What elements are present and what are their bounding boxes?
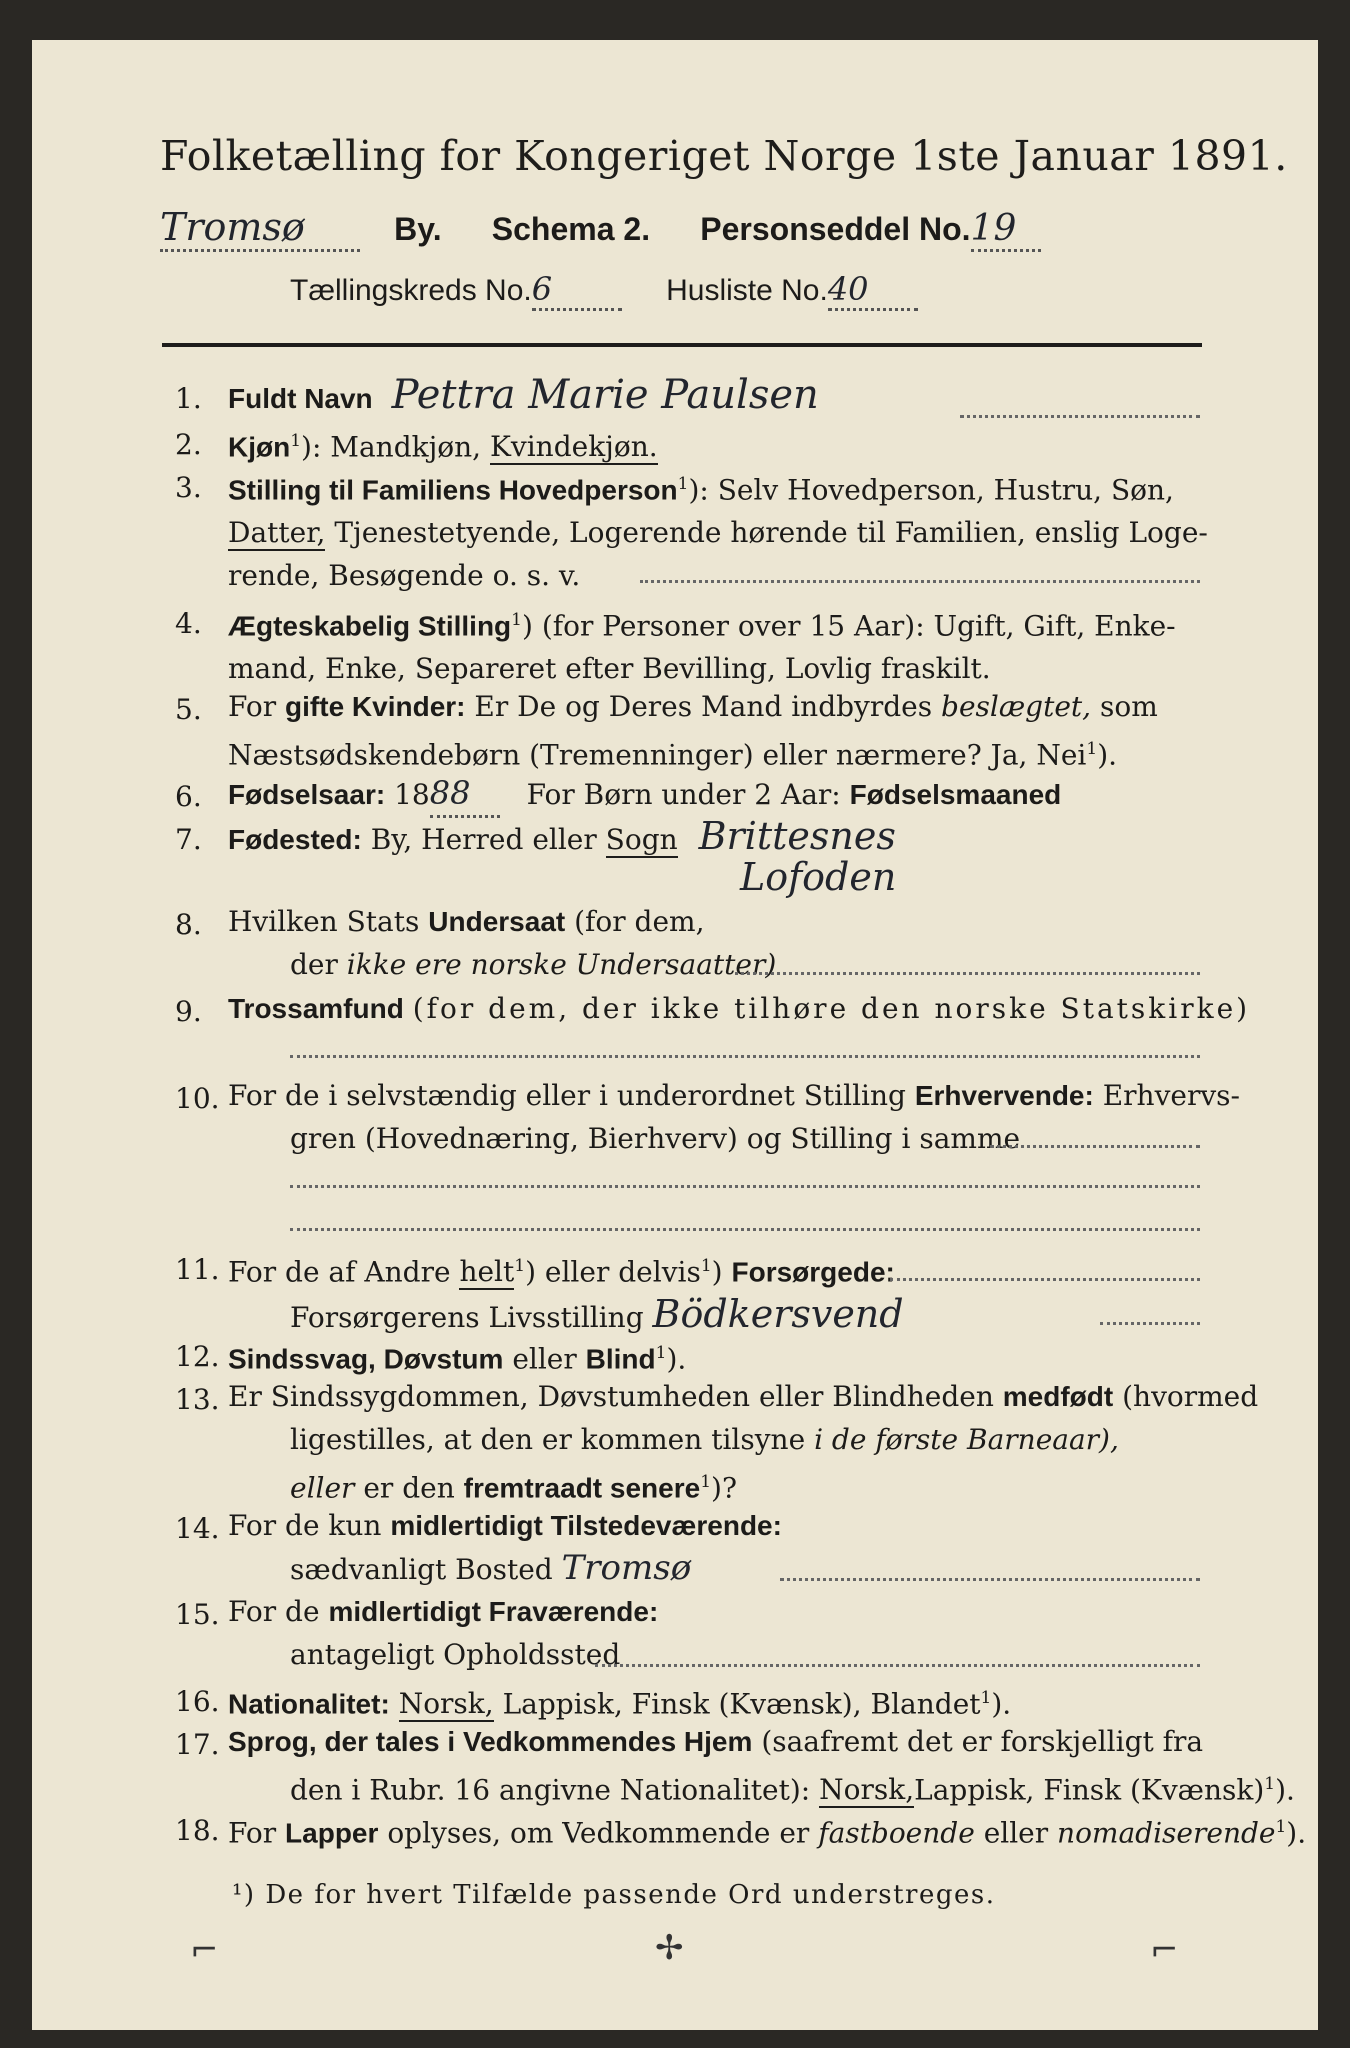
item-5: For gifte Kvinder: Er De og Deres Mand indbyrdes beslægtet, som Næstsødskendebørn (Tremenninger) eller nærmere? Ja, Nei$^1$). — [228, 690, 1158, 772]
schema-label: Schema 2. — [491, 211, 651, 247]
dotted-line — [290, 1055, 1200, 1058]
item-label: Fødested: — [228, 824, 362, 855]
item-line: den i Rubr. 16 angivne Nationalitet): — [290, 1773, 811, 1807]
underlined-choice: Sogn — [605, 823, 678, 856]
item-number: 3. — [175, 471, 202, 504]
item-8 — [228, 900, 776, 986]
husliste-no: 40 — [828, 270, 918, 311]
underlined-choice: Norsk, — [819, 1773, 915, 1807]
item-mid: eller — [983, 1816, 1049, 1850]
item-number: 2. — [175, 428, 202, 461]
item-line: For de — [228, 1595, 320, 1628]
item-17: Sprog, der tales i Vedkommendes Hjem (saafremt det er forskjelligt fra den i Rubr. 16 angivne Nationalitet): Norsk,Lappisk, Finsk (Kvænsk)$^1$). — [228, 1725, 1295, 1807]
item-line: Erhvervs- — [1102, 1079, 1241, 1112]
dotted-line — [290, 1185, 1200, 1188]
item-label-2: Fødselsmaaned — [849, 779, 1062, 810]
item-label: Trossamfund — [228, 993, 404, 1024]
item-1 — [228, 374, 819, 420]
birthplace-handwritten: Brittesnes — [698, 814, 896, 858]
husliste-label: Husliste No. — [666, 274, 828, 307]
header-rule — [162, 343, 1202, 347]
item-label: Nationalitet: — [228, 1688, 390, 1720]
item-14 — [228, 1504, 782, 1591]
item-6 — [228, 772, 1061, 818]
registration-mark-left: ⌐ — [190, 1930, 219, 1970]
item-13: Er Sindssygdommen, Døvstumheden eller Blindheden medfødt (hvormed ligestilles, at den er kommen tilsyne i de første Barneaar), eller er den fremtraadt senere$^1$)? — [228, 1380, 1259, 1505]
item-line: (for dem, — [574, 905, 705, 938]
birth-year-handwritten: 88 — [430, 772, 500, 818]
item-number: 13. — [175, 1383, 220, 1416]
item-bold-2: fremtraadt senere — [463, 1472, 701, 1504]
item-line: Er Sindssygdommen, Døvstumheden eller Blindheden — [228, 1380, 994, 1413]
dotted-line — [890, 1278, 1200, 1281]
item-number: 8. — [175, 908, 202, 941]
item-line: der — [290, 948, 338, 981]
dotted-line — [990, 1145, 1200, 1148]
birthplace-handwritten-2: Lofoden — [740, 855, 897, 899]
item-pre: For — [228, 690, 277, 723]
item-line: (for dem, der ikke tilhøre den norske Statskirke) — [412, 992, 1251, 1025]
item-line: ligestilles, at den er kommen tilsyne — [290, 1423, 806, 1456]
item-number: 4. — [175, 607, 202, 640]
item-number: 7. — [175, 823, 202, 856]
footnote: ¹) De for hvert Tilfælde passende Ord understreges. — [232, 1880, 996, 1910]
item-label: Ægteskabelig Stilling — [228, 610, 512, 642]
header-line-2 — [160, 205, 1041, 252]
item-text: By, Herred eller — [370, 823, 597, 856]
item-number: 5. — [175, 693, 202, 726]
item-line: Hvilken Stats — [228, 905, 420, 938]
item-number: 18. — [175, 1814, 220, 1847]
kreds-no: 6 — [532, 270, 622, 311]
item-line: antageligt Opholdssted — [290, 1638, 621, 1671]
item-label-2: Blind — [585, 1343, 656, 1375]
item-number: 12. — [175, 1340, 220, 1373]
item-mid: For Børn under 2 Aar: — [526, 778, 841, 811]
item-italic: beslægtet, — [941, 690, 1092, 723]
item-line: ) eller delvis — [525, 1255, 701, 1289]
place-handwritten: Tromsø — [160, 205, 360, 252]
item-line: ) (for Personer over 15 Aar): Ugift, Gift, Enke- — [522, 609, 1176, 643]
item-number: 1. — [175, 382, 202, 415]
item-line: mand, Enke, Separeret efter Bevilling, Lovlig fraskilt. — [228, 652, 991, 686]
item-line: sædvanligt Bosted — [290, 1553, 553, 1586]
provider-occupation-handwritten: Bödkersvend — [652, 1292, 904, 1337]
kreds-label: Tællingskreds No. — [290, 274, 532, 307]
handwritten-name: Pettra Marie Paulsen — [391, 372, 819, 418]
item-text: eller — [512, 1342, 577, 1376]
item-4: Ægteskabelig Stilling$^1$) (for Personer over 15 Aar): Ugift, Gift, Enke- mand, Enke, Separeret efter Bevilling, Lovlig fraskilt. — [228, 599, 1176, 690]
item-pre: For — [228, 1816, 277, 1850]
item-line: Tjenestetyende, Logerende hørende til Familien, enslig Loge- — [334, 516, 1208, 550]
item-line: )? — [711, 1471, 737, 1505]
item-3: Stilling til Familiens Hovedperson$^1$): Selv Hovedperson, Hustru, Søn, Datter, Tjenestetyende, Logerende hørende til Familien, enslig Loge- rende, Besøgende o. s. v. — [228, 463, 1208, 597]
item-number: 14. — [175, 1512, 220, 1545]
item-11: For de af Andre helt$^1$) eller delvis$^1$) Forsørgede: Forsørgerens Livsstilling Bödkersvend — [228, 1255, 904, 1337]
item-bold: midlertidigt Tilstedeværende: — [390, 1510, 782, 1541]
item-label: Lapper — [285, 1817, 379, 1849]
year-prefix: 18 — [394, 778, 430, 811]
item-number: 16. — [175, 1685, 220, 1718]
item-line: Forsørgerens Livsstilling — [290, 1301, 644, 1335]
item-line: gren (Hovednæring, Bierhverv) og Stilling i samme — [290, 1122, 1021, 1155]
item-line: For de i selvstændig eller i underordnet Stilling — [228, 1079, 906, 1112]
personseddel-label: Personseddel No. — [700, 211, 971, 247]
item-number: 6. — [175, 780, 202, 813]
item-number: 11. — [175, 1253, 220, 1286]
item-text: ): Mandkjøn, — [301, 430, 482, 464]
item-18: For Lapper oplyses, om Vedkommende er fastboende eller nomadiserende$^1$). — [228, 1816, 1307, 1850]
item-label: Sindssvag, Døvstum — [228, 1343, 504, 1375]
item-bold: Erhvervende: — [914, 1080, 1094, 1111]
item-label: Stilling til Familiens Hovedperson — [228, 474, 678, 506]
item-16: Nationalitet: Norsk, Lappisk, Finsk (Kvænsk), Blandet$^1$). — [228, 1687, 1012, 1721]
item-12: Sindssvag, Døvstum eller Blind$^1$). — [228, 1342, 687, 1376]
item-italic: eller — [290, 1471, 355, 1505]
underlined-choice: helt — [459, 1255, 515, 1289]
registration-mark-right: ⌐ — [1150, 1930, 1179, 1970]
dotted-line — [1100, 1322, 1200, 1325]
item-line: Er De og Deres Mand indbyrdes — [474, 690, 933, 723]
dotted-line — [640, 580, 1200, 583]
item-italic: i de første Barneaar), — [814, 1423, 1119, 1456]
item-line: Lappisk, Finsk (Kvænsk) — [914, 1773, 1265, 1807]
dotted-line — [735, 972, 1200, 975]
item-bold: medfødt — [1002, 1381, 1114, 1412]
item-line: som — [1099, 690, 1158, 723]
item-line: (saafremt det er forskjelligt fra — [761, 1725, 1204, 1758]
dotted-line — [780, 1578, 1200, 1581]
item-line: (hvormed — [1122, 1380, 1259, 1413]
item-line: er den — [363, 1471, 455, 1505]
dotted-line — [960, 415, 1200, 418]
item-italic: fastboende — [818, 1816, 975, 1850]
residence-handwritten: Tromsø — [561, 1548, 692, 1588]
item-line: For de af Andre — [228, 1255, 451, 1289]
underlined-choice: Datter, — [228, 516, 326, 550]
item-bold: Undersaat — [428, 906, 566, 937]
item-label: Fuldt Navn — [228, 383, 373, 414]
personseddel-no: 19 — [971, 208, 1041, 252]
item-label: Fødselsaar: — [228, 779, 386, 810]
item-line: Næstsødskendebørn (Tremenninger) eller nærmere? Ja, Nei — [228, 738, 1087, 772]
header-line-3 — [290, 270, 918, 311]
registration-mark-center: ✢ — [655, 1928, 684, 1968]
underlined-choice: Kvindekjøn. — [489, 430, 658, 464]
form-title: Folketælling for Kongeriget Norge 1ste Januar 1891. — [160, 132, 1288, 180]
item-line: rende, Besøgende o. s. v. — [228, 559, 581, 593]
item-number: 9. — [175, 995, 202, 1028]
item-line: oplyses, om Vedkommende er — [387, 1816, 810, 1850]
item-15 — [228, 1590, 658, 1676]
item-label: gifte Kvinder: — [285, 691, 466, 722]
item-2: Kjøn$^1$): Mandkjøn, Kvindekjøn. — [228, 430, 658, 464]
by-label: By. — [394, 211, 442, 247]
item-line: ): Selv Hovedperson, Hustru, Søn, — [688, 473, 1174, 507]
item-number: 10. — [175, 1082, 220, 1115]
item-number: 15. — [175, 1598, 220, 1631]
item-9 — [228, 987, 1250, 1030]
item-line: For de kun — [228, 1509, 382, 1542]
item-italic: ikke ere norske Undersaatter) — [346, 948, 777, 981]
item-number: 17. — [175, 1728, 220, 1761]
item-bold: midlertidigt Fraværende: — [328, 1596, 659, 1627]
underlined-choice: Norsk, — [398, 1687, 494, 1721]
item-bold: Forsørgede: — [731, 1256, 895, 1288]
dotted-line — [595, 1664, 1200, 1667]
item-label: Kjøn — [228, 431, 291, 463]
item-label: Sprog, der tales i Vedkommendes Hjem — [228, 1726, 753, 1757]
dotted-line — [290, 1228, 1200, 1231]
item-italic-2: nomadiserende — [1057, 1816, 1276, 1850]
item-text: Lappisk, Finsk (Kvænsk), Blandet — [502, 1687, 981, 1721]
